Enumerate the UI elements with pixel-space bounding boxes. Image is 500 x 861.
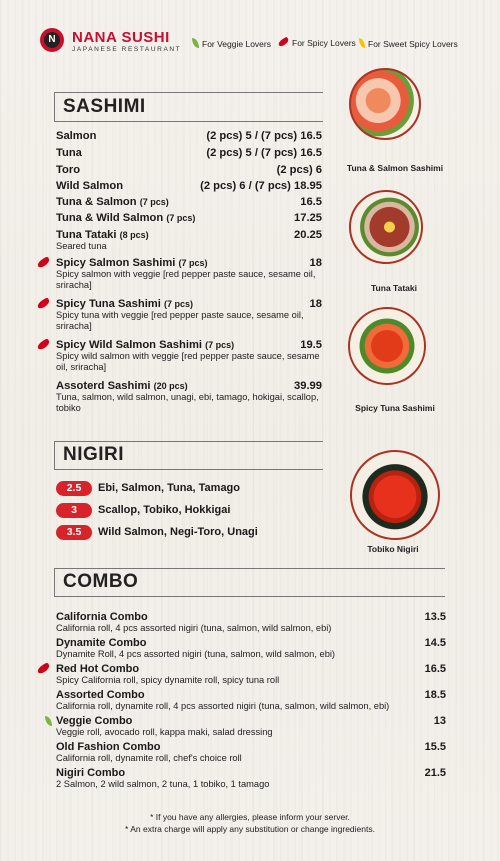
sashimi-item: Wild Salmon (2 pcs) 6 / (7 pcs) 18.95	[56, 180, 322, 192]
combo-item: Assorted Combo 18.5 California roll, dynamite roll, 4 pcs assorted nigiri (tuna, salmon, wild salmon, ebi)	[56, 689, 446, 711]
tuna-salmon-sashimi-photo	[349, 68, 421, 140]
legend-spicy: For Spicy Lovers	[278, 38, 356, 48]
sashimi-item: Salmon (2 pcs) 5 / (7 pcs) 16.5	[56, 130, 322, 142]
tobiko-nigiri-photo	[350, 450, 440, 540]
chili-pepper-icon	[36, 256, 51, 269]
combo-item: California Combo 13.5 California roll, 4 pcs assorted nigiri (tuna, salmon, wild salmon, ebi)	[56, 611, 446, 633]
veggie-leaf-icon	[192, 38, 199, 48]
yellow-leaf-icon	[359, 38, 365, 48]
sashimi-item: Spicy Wild Salmon Sashimi (7 pcs) 19.5 Spicy wild salmon with veggie [red pepper paste sauce, sesame oil, sriracha]	[56, 339, 322, 373]
allergy-note: * If you have any allergies, please inform your server.	[150, 812, 350, 822]
combo-item: Veggie Combo 13 Veggie roll, avocado roll, kappa maki, salad dressing	[56, 715, 446, 737]
brand-name: NANA SUSHI	[72, 29, 170, 46]
legend-sweet-spicy: For Sweet Spicy Lovers	[359, 38, 458, 49]
sashimi-item: Tuna Tataki (8 pcs) 20.25 Seared tuna	[56, 229, 322, 251]
sashimi-item: Tuna (2 pcs) 5 / (7 pcs) 16.5	[56, 147, 322, 159]
veggie-leaf-icon	[45, 716, 52, 726]
legend-veggie: For Veggie Lovers	[192, 38, 271, 49]
photo-caption: Tuna Tataki	[371, 283, 417, 293]
brand-subtitle: JAPANESE RESTAURANT	[72, 46, 182, 53]
sashimi-item: Toro (2 pcs) 6	[56, 164, 322, 176]
chili-pepper-icon	[36, 297, 51, 310]
tuna-tataki-photo	[349, 190, 423, 264]
logo	[40, 28, 64, 52]
sashimi-item: Assoterd Sashimi (20 pcs) 39.99 Tuna, salmon, wild salmon, unagi, ebi, tamago, hokigai, scallop, tobiko	[56, 380, 322, 413]
substitution-note: * An extra charge will apply any substitution or change ingredients.	[125, 824, 375, 834]
combo-title: COMBO	[63, 571, 139, 592]
photo-caption: Spicy Tuna Sashimi	[355, 403, 435, 413]
nigiri-title: NIGIRI	[63, 444, 125, 465]
price-badge: 3.5	[56, 525, 92, 540]
price-badge: 3	[56, 503, 92, 518]
combo-item: Dynamite Combo 14.5 Dynamite Roll, 4 pcs assorted nigiri (tuna, salmon, wild salmon, ebi)	[56, 637, 446, 659]
photo-caption: Tuna & Salmon Sashimi	[346, 163, 444, 173]
combo-item: Old Fashion Combo 15.5 California roll, dynamite roll, chef's choice roll	[56, 741, 446, 763]
photo-caption: Tobiko Nigiri	[367, 544, 419, 554]
chili-pepper-icon	[36, 338, 51, 351]
sashimi-item: Spicy Tuna Sashimi (7 pcs) 18 Spicy tuna with veggie [red pepper paste sauce, sesame oil, sriracha]	[56, 298, 322, 332]
combo-item: Nigiri Combo 21.5 2 Salmon, 2 wild salmon, 2 tuna, 1 tobiko, 1 tamago	[56, 767, 446, 789]
combo-item: Red Hot Combo 16.5 Spicy California roll, spicy dynamite roll, spicy tuna roll	[56, 663, 446, 685]
logo-letter: N	[44, 32, 60, 48]
chili-pepper-icon	[277, 37, 290, 48]
sashimi-item: Tuna & Wild Salmon (7 pcs) 17.25	[56, 212, 322, 224]
header	[40, 28, 470, 58]
chili-pepper-icon	[36, 662, 51, 675]
price-badge: 2.5	[56, 481, 92, 496]
sashimi-item: Spicy Salmon Sashimi (7 pcs) 18 Spicy salmon with veggie [red pepper paste sauce, sesame oil, sriracha]	[56, 257, 322, 291]
spicy-tuna-sashimi-photo	[348, 307, 426, 385]
sashimi-title: SASHIMI	[63, 96, 146, 117]
sashimi-item: Tuna & Salmon (7 pcs) 16.5	[56, 196, 322, 208]
